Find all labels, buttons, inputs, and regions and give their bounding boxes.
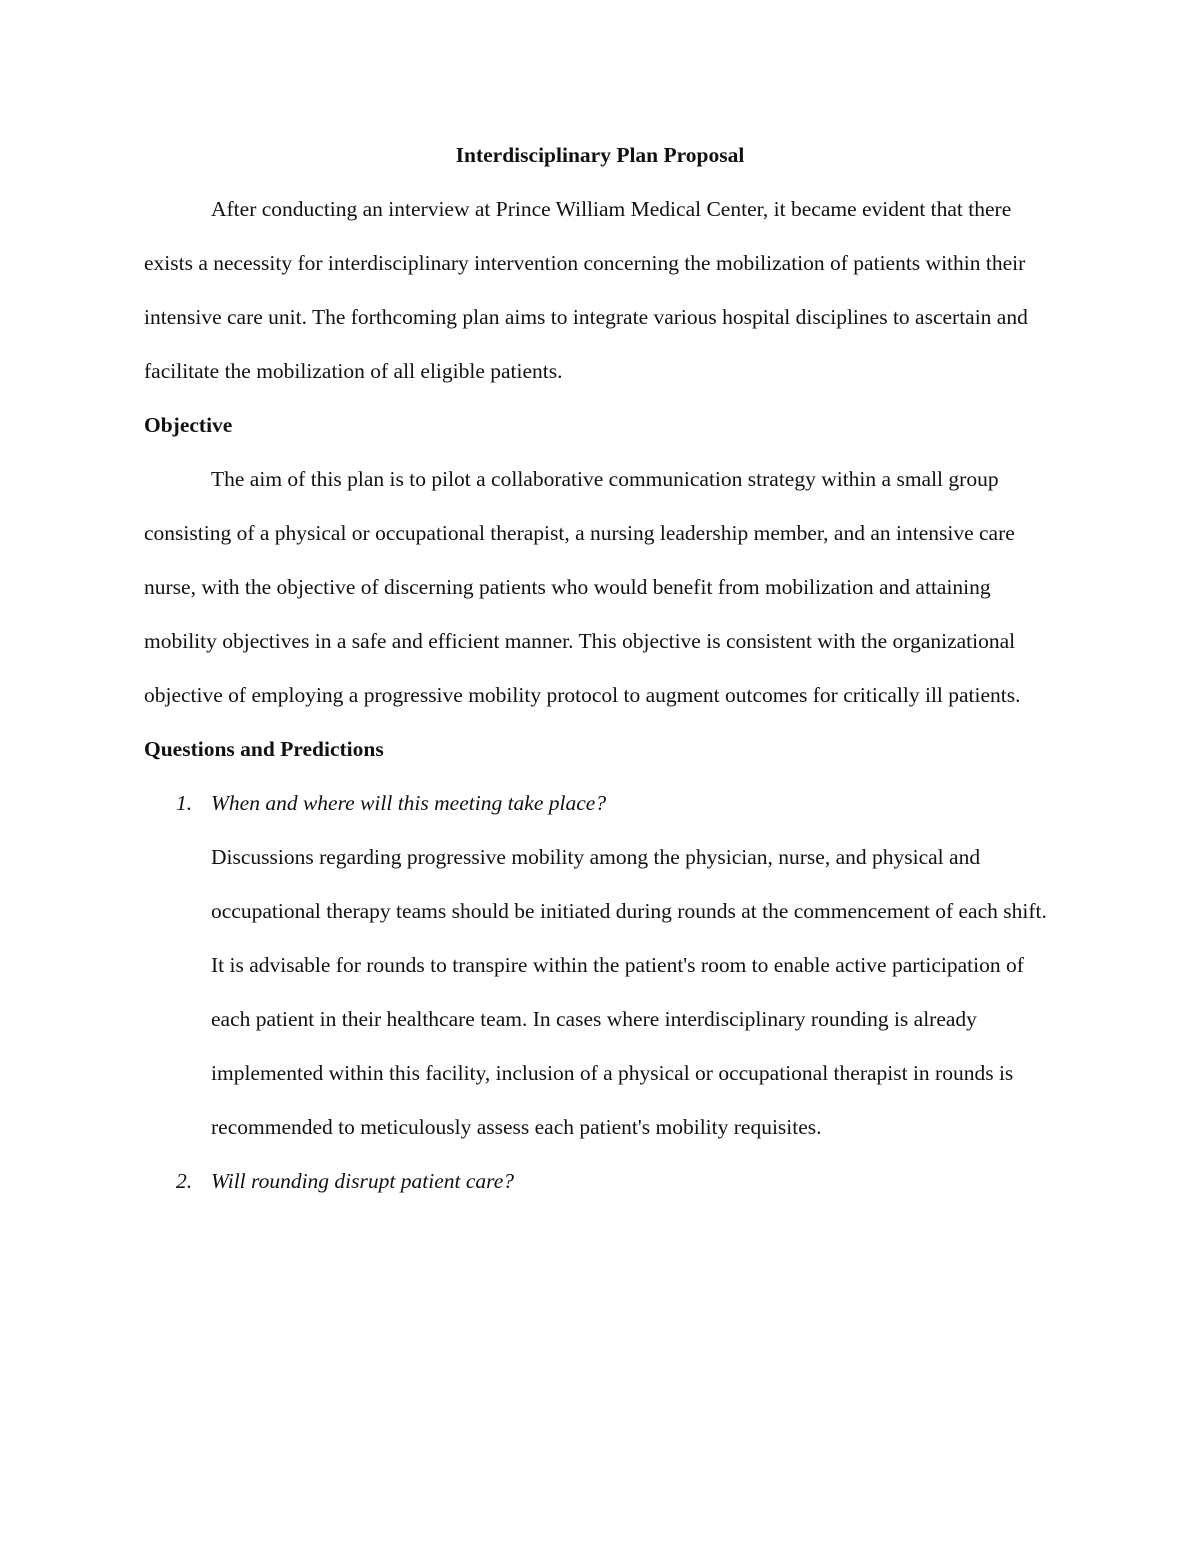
section-heading-questions: Questions and Predictions <box>144 737 384 761</box>
intro-paragraph: After conducting an interview at Prince William Medical Center, it became evident that there exists a necessity for interdisciplinary intervention concerning the mobilization of patients within their intensive care unit. The forthcoming plan aims to integrate various hospital disciplines to ascertain and facilitate the mobilization of all eligible patients. <box>144 197 1028 383</box>
document-title: Interdisciplinary Plan Proposal <box>455 143 745 167</box>
questions-list <box>144 776 1056 1208</box>
question-number: 1. <box>176 791 193 815</box>
objective-paragraph: The aim of this plan is to pilot a collaborative communication strategy within a small group consisting of a physical or occupational therapist, a nursing leadership member, and an intensive care nurse, with the objective of discerning patients who would benefit from mobilization and attaining mobility objectives in a safe and efficient manner. This objective is consistent with the organizational objective of employing a progressive mobility protocol to augment outcomes for critically ill patients. <box>144 467 1021 707</box>
question-number: 2. <box>176 1169 193 1193</box>
question-text: Will rounding disrupt patient care? <box>211 1169 514 1193</box>
section-heading-objective: Objective <box>144 413 233 437</box>
document-page <box>144 128 1056 1208</box>
answer-paragraph: Discussions regarding progressive mobility among the physician, nurse, and physical and occupational therapy teams should be initiated during rounds at the commencement of each shift. It is advisable for rounds to transpire within the patient's room to enable active participation of each patient in their healthcare team. In cases where interdisciplinary rounding is already implemented within this facility, inclusion of a physical or occupational therapist in rounds is recommended to meticulously assess each patient's mobility requisites. <box>211 845 1047 1139</box>
question-item <box>144 1154 1056 1208</box>
question-text: When and where will this meeting take place? <box>211 791 607 815</box>
question-item <box>144 776 1056 1154</box>
